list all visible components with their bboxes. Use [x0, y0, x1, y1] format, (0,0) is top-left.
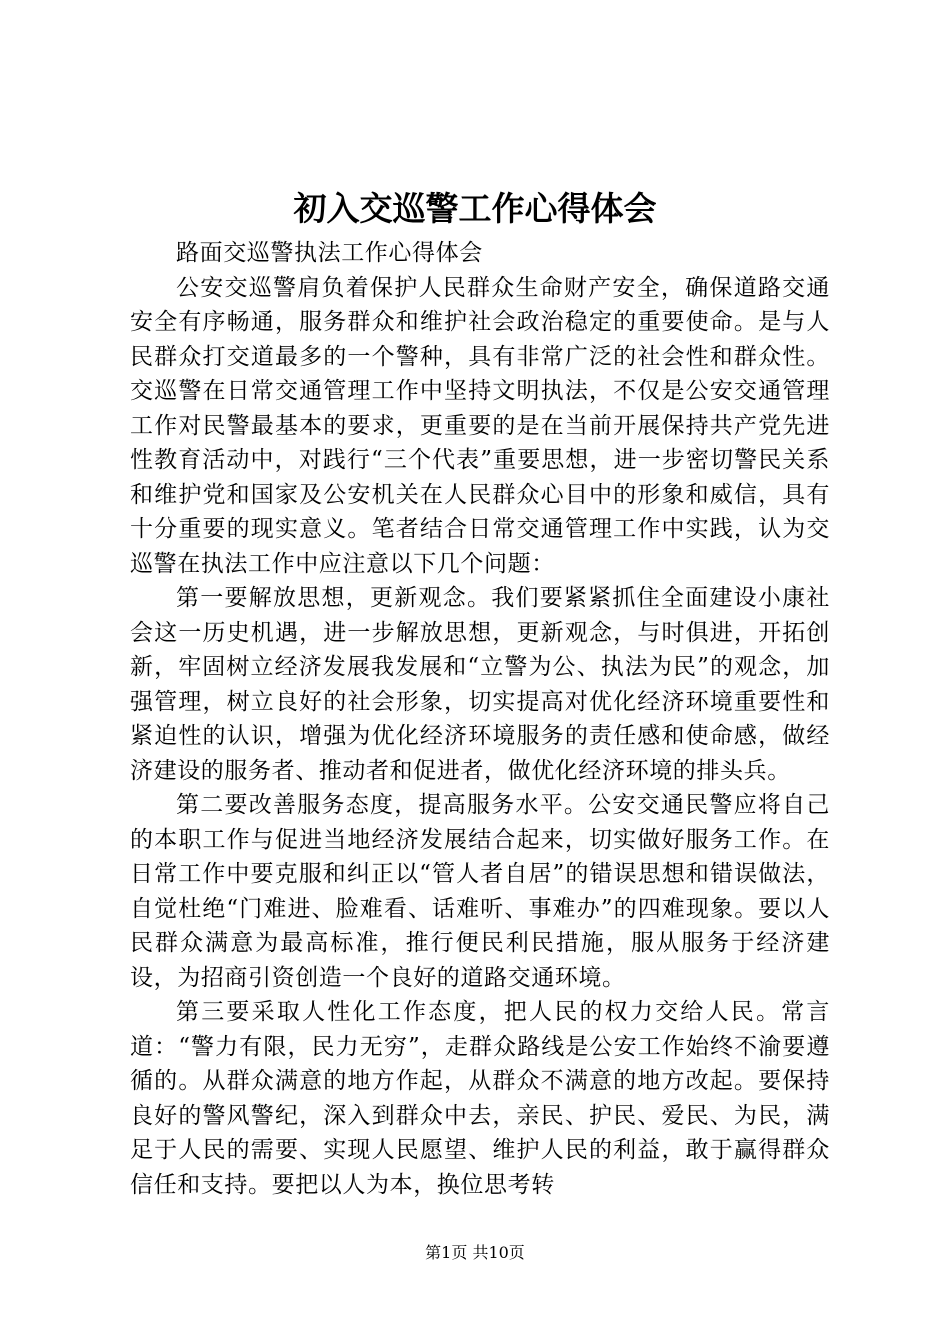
subtitle-paragraph: 路面交巡警执法工作心得体会	[176, 240, 483, 266]
intro-paragraph: 公安交巡警肩负着保护人民群众生命财产安全，确保道路交通安全有序畅通，服务群众和维护社会政治稳定的重要使命。是与人民群众打交道最多的一个警种，具有非常广泛的社会性和群众性。交巡警在日常交通管理工作中坚持文明执法，不仅是公安交通管理工作对民警最基本的要求，更重要的是在当前开展保持共产党先进性教育活动中，对践行“三个代表”重要思想，进一步密切警民关系和维护党和国家及公安机关在人民群众心目中的形象和威信，具有十分重要的现实意义。笔者结合日常交通管理工作中实践，认为交巡警在执法工作中应注意以下几个问题：	[130, 274, 830, 577]
document-body	[130, 236, 830, 1202]
point-three-paragraph: 第三要采取人性化工作态度，把人民的权力交给人民。常言道：“警力有限，民力无穷”，走群众路线是公安工作始终不渝要遵循的。从群众满意的地方作起，从群众不满意的地方改起。要保持良好的警风警纪，深入到群众中去，亲民、护民、爱民、为民，满足于人民的需要、实现人民愿望、维护人民的利益，敢于赢得群众信任和支持。要把以人为本，换位思考转	[130, 999, 830, 1198]
point-one-paragraph: 第一要解放思想，更新观念。我们要紧紧抓住全面建设小康社会这一历史机遇，进一步解放思想，更新观念，与时俱进，开拓创新，牢固树立经济发展我发展和“立警为公、执法为民”的观念，加强管理，树立良好的社会形象，切实提高对优化经济环境重要性和紧迫性的认识，增强为优化经济环境服务的责任感和使命感，做经济建设的服务者、推动者和促进者，做优化经济环境的排头兵。	[130, 585, 830, 784]
page-number-footer: 第1页 共10页	[425, 1243, 525, 1262]
point-two-paragraph: 第二要改善服务态度，提高服务水平。公安交通民警应将自己的本职工作与促进当地经济发展结合起来，切实做好服务工作。在日常工作中要克服和纠正以“管人者自居”的错误思想和错误做法，自觉杜绝“门难进、脸难看、话难听、事难办”的四难现象。要以人民群众满意为最高标准，推行便民利民措施，服从服务于经济建设，为招商引资创造一个良好的道路交通环境。	[130, 792, 830, 991]
document-title: 初入交巡警工作心得体会	[293, 189, 657, 228]
